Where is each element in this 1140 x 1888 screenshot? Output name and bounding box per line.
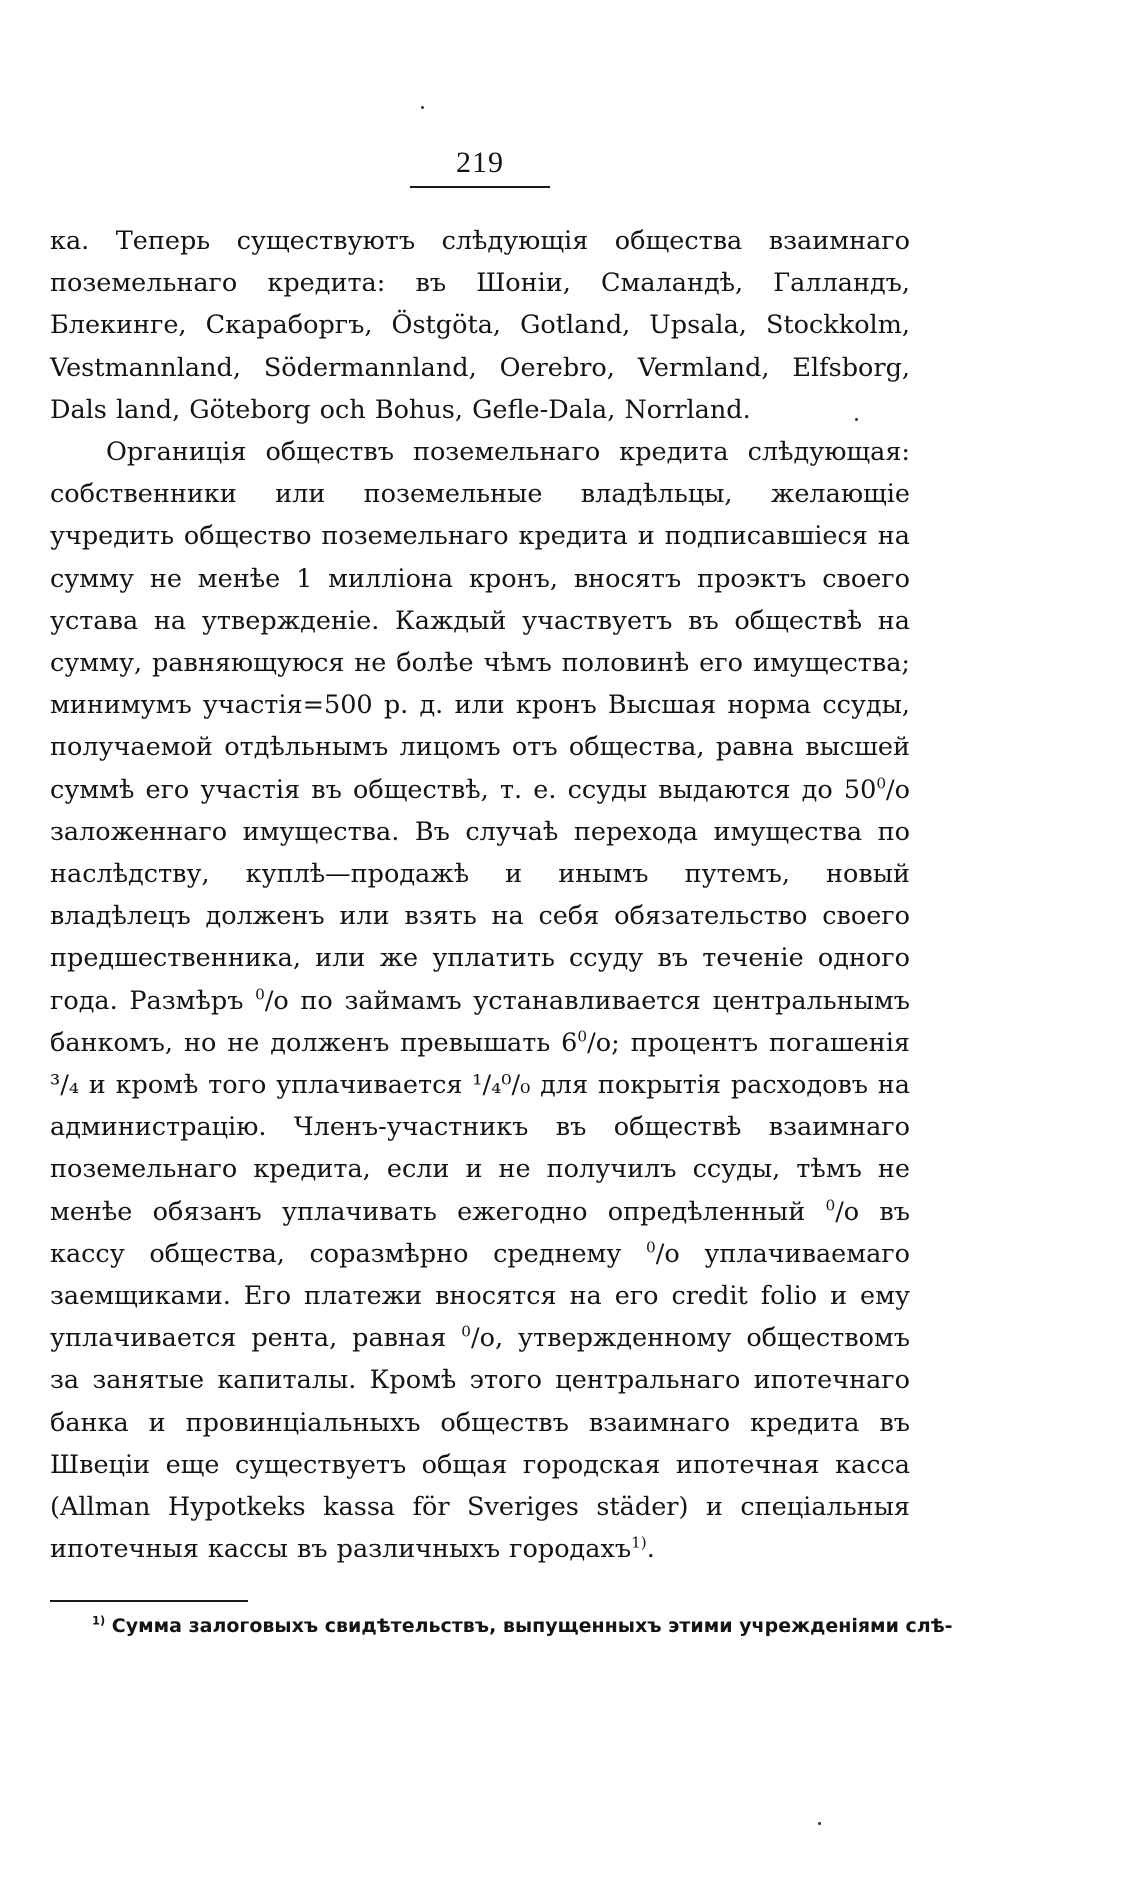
text-run: въ кассу общества, соразмѣрно среднему [50, 1196, 911, 1269]
paragraph: ка. Теперь существуютъ слѣдующія общества взаимнаго поземельнаго кредита: въ Шоніи, Смаландѣ, Галландъ, Блекинге, Скараборгъ, Östgöta, Gotland, Upsala, Stockkolm, Vestmannland, Södermannland, Oerebro, Vermland, Elfsborg, Dals land, Göteborg och Bohus, Gefle-Dala, Norrland. [50, 226, 910, 425]
text-run: и кромѣ того уплачивается [79, 1070, 473, 1101]
footnote-marker: 1) [92, 1613, 106, 1628]
scan-speck [818, 1822, 821, 1825]
text-run: Органиція обществъ поземельнаго кредита слѣдующая: собственники или поземельные владѣльцы, желающіе учредить общество поземельнаго кредита и подписавшіеся на сумму не менѣе 1 милліона кронъ, вносятъ проэктъ своего устава на утвержденіе. Каждый участвуетъ въ обществѣ на сумму, равняющуюся не болѣе чѣмъ половинѣ его имущества; минимумъ участія=500 р. д. или кронъ Высшая норма ссуды, получаемой отдѣльнымъ лицомъ отъ общества, равна высшей суммѣ его участія въ обществѣ, т. е. ссуды выдаются до 50 [50, 437, 910, 805]
text-run: . [646, 1534, 655, 1565]
percent-sign: /o [471, 1323, 495, 1354]
footnote-text: Сумма залоговыхъ свидѣтельствъ, выпущенныхъ этими учрежденіями слѣ- [105, 1615, 953, 1637]
scan-speck [421, 106, 424, 109]
footnote-reference: 1) [631, 1533, 647, 1552]
text-run: по займамъ устанавливается центральнымъ банкомъ, но не долженъ превышать 6 [50, 985, 910, 1058]
text-run: ; процентъ погашенія [611, 1027, 910, 1058]
page-number-underline [410, 186, 550, 188]
paragraph [50, 431, 910, 1570]
page-number: 219 [456, 146, 504, 179]
percent-sign: /o [587, 1027, 612, 1058]
text-run: уплачиваемаго заемщиками. Его платежи вносятся на его credit folio и ему уплачивается рента, равная [50, 1238, 910, 1354]
percent-sign: 0 [825, 1196, 836, 1215]
percent-sign: 0 [255, 985, 265, 1004]
percent-sign: /o [264, 985, 289, 1016]
fraction: ¹/₄⁰/₀ [472, 1070, 531, 1101]
footnote [92, 1611, 953, 1641]
footnote-separator [50, 1600, 248, 1602]
percent-sign: 0 [461, 1322, 472, 1341]
text-run: для покрытія расходовъ на администрацію. Членъ-участникъ въ обществѣ взаимнаго поземельнаго кредита, если и не получилъ ссуды, тѣмъ не менѣе обязанъ уплачивать ежегодно опредѣленный [50, 1070, 910, 1227]
percent-sign: /o [886, 774, 910, 805]
scan-speck [855, 418, 858, 421]
percent-sign: /o [835, 1196, 860, 1227]
percent-sign: 0 [876, 774, 887, 793]
percent-sign: 0 [577, 1027, 588, 1046]
body-text [50, 220, 910, 1571]
text-run: заложеннаго имущества. Въ случаѣ перехода имущества по наслѣдству, куплѣ—продажѣ и инымъ путемъ, новый владѣлецъ долженъ или взять на себя обязательство своего предшественника, или же уплатить ссуду въ теченіе одного года. Размѣръ [50, 816, 910, 1016]
percent-sign: 0 [646, 1238, 656, 1257]
text-run: , утвержденному обществомъ за занятые капиталы. Кромѣ этого центральнаго ипотечнаго банка и провинціальныхъ обществъ взаимнаго кредита въ Швеціи еще существуетъ общая городская ипотечная касса (Allman Hypotkeks kassa för Sveriges städer) и спеціальныя ипотечныя кассы въ различныхъ городахъ [50, 1323, 910, 1565]
percent-sign: /o [655, 1238, 680, 1269]
fraction: ³/₄ [50, 1070, 80, 1101]
